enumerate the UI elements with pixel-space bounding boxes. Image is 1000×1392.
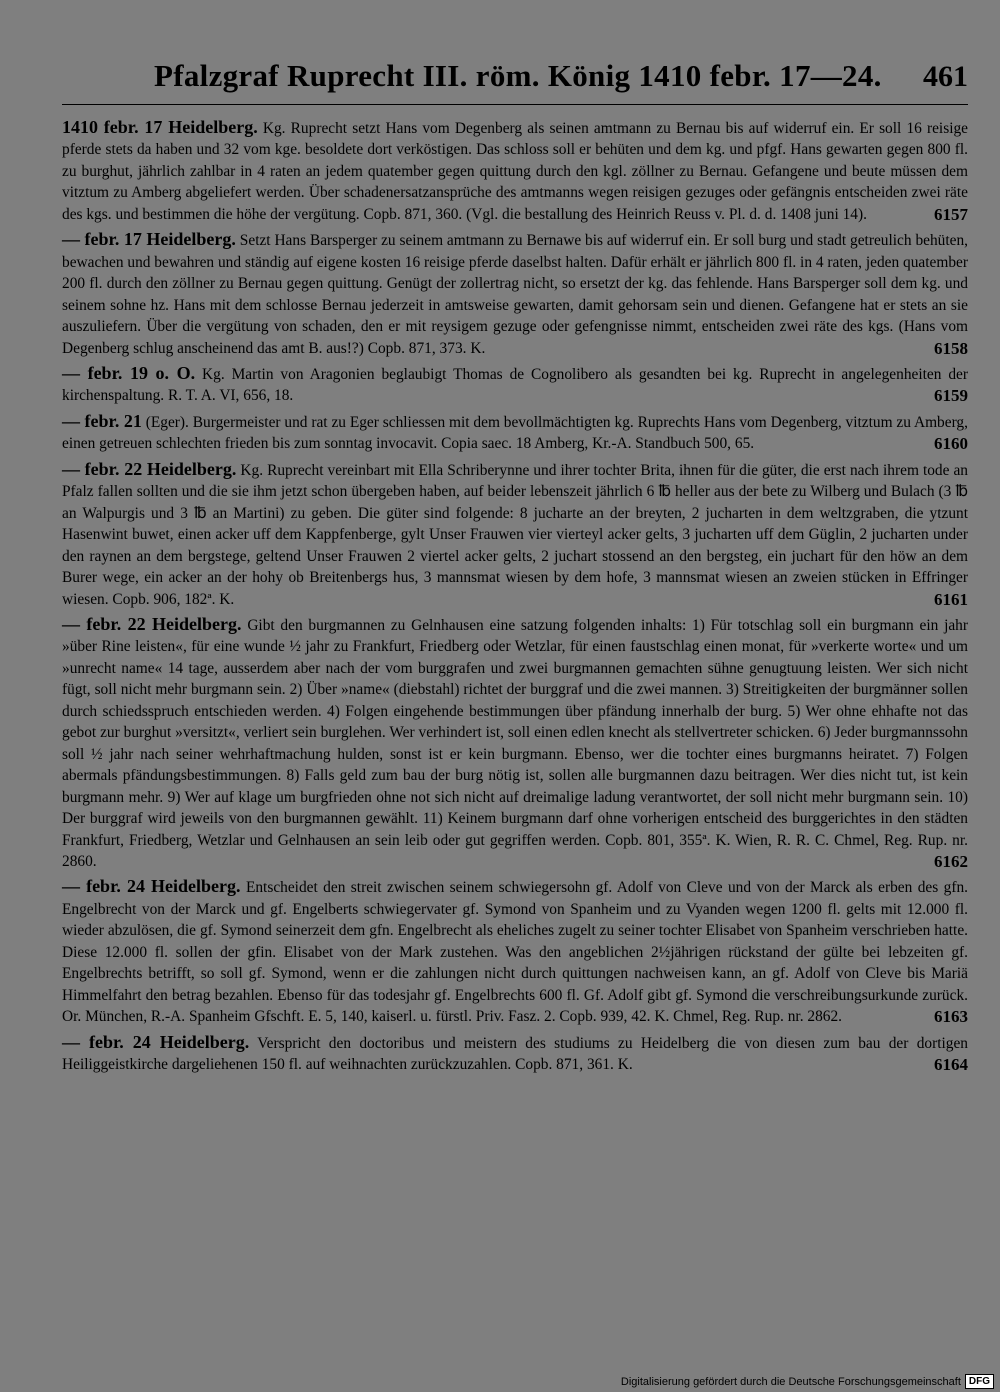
regest-entry (62, 614, 968, 872)
entry-number: 6158 (934, 338, 968, 358)
entry-date: — febr. 19 o. O. (62, 362, 196, 383)
entry-text: Kg. Ruprecht setzt Hans vom Degenberg als seinen amtmann zu Bernau bis auf widerruf ein. Er soll 16 reisige pferde stets da haben und 32 vom kge. besoldete dort verköstigen. Das schloss soll er behüten und dem kg. und pfgf. Hans gewarten gegen 800 fl. zu burghut, jährlich zahlbar in 4 raten an jedem quatember gegen quittung durch den kgl. zöllner zu Bernau. Gefangene und beute müssen dem vitztum zu Amberg abgeliefert werden. Über schadenersatzansprüche des amtmanns wegen reisigen gezuges oder gefängnis entscheiden zwei räte des kgs. und bestimmen die höhe der vergütung. Copb. 871, 360. (Vgl. die bestallung des Heinrich Reuss v. Pl. d. d. 1408 juni 14). (62, 120, 968, 223)
entry-date: — febr. 17 Heidelberg. (62, 229, 236, 250)
entry-date: — febr. 22 Heidelberg. (62, 458, 237, 479)
regest-entry (62, 876, 968, 1027)
page-header (62, 58, 968, 105)
regest-entry (62, 459, 968, 610)
page-footer (621, 1374, 994, 1389)
entry-text: Gibt den burgmannen zu Gelnhausen eine satzung folgenden inhalts: 1) Für totschlag soll ein burgmann ein jahr »über Rine leisten«, für eine wunde ½ jahr zu Frankfurt, Friedberg oder Wetzlar, für einen faustschlag einen monat, für »verkerte worte« und um »unrecht name« 14 tage, ausserdem aber nach der vom burggrafen und zwei burgmannen gemachten sühne genugtuung leisten. Wer sich nicht fügt, soll nicht mehr burgmann sein. 2) Über »name« (diebstahl) richtet der burggraf und die zwei mannen. 3) Streitigkeiten der burgmänner sollen durch schiedsspruch entschieden werden. 4) Folgen eingehende bestimmungen über pfändung innerhalb der burg. 5) Wer ohne ehhafte not das gebot zur burghut »versitzt«, verliert sein burglehen. Wer verhindert ist, soll einen edlen knecht als stellvertreter schicken. 6) Jeder burgmannssohn soll ½ jahr nach seiner wehrhaftmachung hulden, sonst ist er kein burgmann. Ebenso, wer die tochter eines burgmanns heiratet. 7) Folgen abermals pfändungsbestimmungen. 8) Falls geld zum bau der burg nötig ist, sollen alle burgmannen dazu beitragen. Wer dies nicht tut, ist kein burgmann mehr. 9) Wer auf klage um burgfrieden ohne not sich nicht auf dreimalige ladung verantwortet, der soll nicht mehr burgmann sein. 10) Der burggraf wird jeweils von den burgmannen gewählt. 11) Keinem burgmann darf ohne vorherigen entscheid des burggerichtes in den städten Frankfurt, Friedberg, Wetzlar und Gelnhausen an sein leib oder gut gegriffen werden. Copb. 801, 355ª. K. Wien, R. R. C. Chmel, Reg. Rup. nr. 2860. (62, 616, 968, 870)
entry-text: Kg. Ruprecht vereinbart mit Ella Schriberynne und ihrer tochter Brita, ihnen für die güter, die erst nach ihrem tode an Pfalz fallen sollten und die sie ihm jetzt schon übergeben haben, auf beider lebenszeit jährlich 6 ℔ heller aus der bete zu Wilberg und Bulach (3 ℔ an Walpurgis und 3 ℔ an Martini) zu geben. Die güter sind folgende: 8 jucharte an der breyten, 2 jucharten in dem weltzgraben, die ytzunt Hasenwint buwet, einen acker uff dem Kappfenberge, gylt Unser Frauwen vier vierteyl acker gelts, 3 jucharten uff dem Güglin, 2 jucharten under den raynen an dem bergstege, geltend Unser Frauwen 2 viertel acker gelts, 2 juchart stossend an den bergsteg, ein juchart für den höw an dem Burer wege, ein acker an der hohy ob Breitenbergs hus, 3 mannsmat wiesen by dem hofe, 3 mannsmat wiesen an zweien stücken in Effringer wiesen. Copb. 906, 182ª. K. (62, 461, 968, 608)
footer-credit: Digitalisierung gefördert durch die Deutsche Forschungsgemeinschaft (620, 1375, 961, 1388)
regest-entry (62, 229, 968, 359)
entry-text: Kg. Martin von Aragonien beglaubigt Thomas de Cognolibero als gesandten bei kg. Ruprecht in angelegenheiten der kirchenspaltung. R. T. A. VI, 656, 18. (62, 365, 968, 405)
document-page (62, 58, 968, 1079)
entry-number: 6157 (934, 204, 968, 224)
regest-entries (62, 117, 968, 1075)
entry-date: — febr. 21 (62, 410, 142, 431)
regest-entry (62, 363, 968, 407)
entry-text: Setzt Hans Barsperger zu seinem amtmann zu Bernawe bis auf widerruf ein. Er soll burg und stadt getreulich behüten, bewachen und bewahren und ständig auf eigene kosten 16 reisige pferde daselbst halten. Dafür erhält er jährlich 800 fl. in 4 raten, jeden quatember 200 fl. durch den zöllner zu Bernau gegen quittung. Genügt der zollertrag nicht, so ersetzt der kg. das fehlende. Hans Barsperger soll dem kg. und seinem sohne hz. Hans mit dem schlosse Bernau jederzeit in amtsweise gewarten, damit gehorsam sein und dienen. Gefangene hat er stets an sie auszuliefern. Über die vergütung von schaden, den er mit reysigem gezuge oder gefengnisse nimmt, entscheiden zwei räte des kgs. (Hans vom Degenberg schlug anscheinend das amt B. aus!?) Copb. 871, 373. K. (62, 232, 969, 357)
entry-text: (Eger). Burgermeister und rat zu Eger schliessen mit dem bevollmächtigten kg. Ruprechts Hans vom Degenberg, vitztum zu Amberg, einen getreuen schlechten frieden bis zum sonntag invocavit. Copia saec. 18 Amberg, Kr.-A. Standbuch 500, 65. (62, 413, 968, 453)
entry-text: Verspricht den doctoribus und meistern des studiums zu Heidelberg die von diesen zum bau der dortigen Heiliggeistkirche dargeliehenen 150 fl. auf weihnachten zurückzuzahlen. Copb. 871, 361. K. (62, 1034, 968, 1074)
entry-number: 6159 (934, 386, 968, 406)
entry-number: 6161 (934, 589, 968, 609)
entry-date: — febr. 24 Heidelberg. (62, 876, 241, 897)
entry-number: 6163 (934, 1007, 968, 1027)
page-number: 461 (923, 60, 968, 93)
regest-entry (62, 1032, 968, 1076)
entry-date: — febr. 22 Heidelberg. (62, 613, 242, 634)
entry-number: 6160 (934, 434, 968, 454)
entry-text: Entscheidet den streit zwischen seinem schwiegersohn gf. Adolf von Cleve und von der Marck als erben des gfn. Engelbrecht von der Marck und gf. Engelberts schwiegervater gf. Symond von Spanheim und zu Vyanden wegen 1200 fl. gelts mit 12.000 fl. wieder abzulösen, die gf. Symond seinerzeit dem gfn. Engelbrecht als eheliches zugelt zu seiner tochter Elisabet von Spanheim verschrieben hatte. Diese 12.000 fl. sollen der gfin. Elisabet von der Mark zustehen. Was den angeblichen 2½jährigen rückstand der gülte bei lebzeiten gf. Engelbrechts betrifft, so soll gf. Symond, wenn er die zahlungen nicht durch quittungen nachweisen kann, an gf. Adolf von Cleve bis Mariä Himmelfahrt den betrag bezahlen. Ebenso für das todesjahr gf. Engelbrechts 600 fl. Gf. Adolf gibt gf. Symond die verschreibungsurkunde zurück. Or. München, R.-A. Spanheim Gfschft. E. 5, 140, kaiserl. u. fürstl. Priv. Fasz. 2. Copb. 939, 42. K. Chmel, Reg. Rup. nr. 2862. (62, 879, 968, 1026)
entry-number: 6164 (934, 1055, 968, 1075)
regest-entry (62, 411, 968, 455)
entry-date: — febr. 24 Heidelberg. (62, 1031, 250, 1052)
dfg-logo: DFG (965, 1374, 994, 1389)
page-title: Pfalzgraf Ruprecht III. röm. König 1410 febr. 17—24. (154, 58, 882, 93)
entry-number: 6162 (934, 851, 968, 871)
entry-date: 1410 febr. 17 Heidelberg. (62, 117, 258, 137)
regest-entry (62, 117, 968, 225)
